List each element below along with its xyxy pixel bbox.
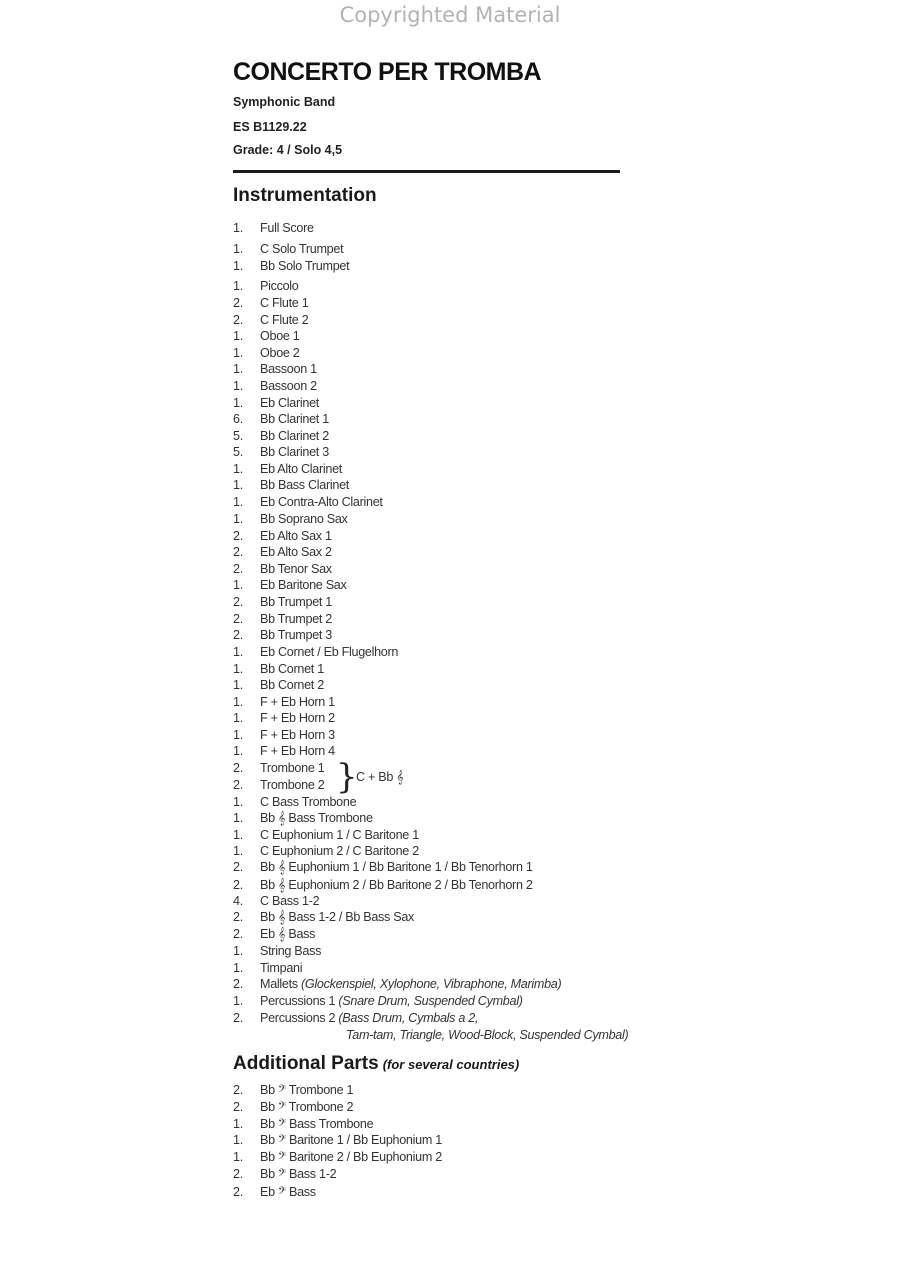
- part-name: [260, 694, 335, 710]
- part-quantity: 2.: [233, 860, 243, 874]
- part-quantity: 2.: [233, 778, 243, 792]
- part-quantity: 2.: [233, 1185, 243, 1199]
- part-name: [260, 345, 300, 361]
- part-name: [260, 1132, 442, 1148]
- part-name: [260, 511, 348, 527]
- part-name-text: Bassoon 2: [260, 379, 317, 393]
- brace-symbol: }: [336, 757, 358, 797]
- part-quantity: 2.: [233, 612, 243, 626]
- part-name: [260, 1010, 478, 1026]
- part-name: [260, 1149, 442, 1165]
- part-name: [260, 544, 332, 560]
- part-name-text: Oboe 2: [260, 346, 300, 360]
- part-quantity: 1.: [233, 645, 243, 659]
- part-name-text: Bb 𝄢 Trombone 2: [260, 1100, 354, 1114]
- part-name-text: F + Eb Horn 1: [260, 695, 335, 709]
- part-name: [260, 258, 349, 274]
- part-name: [260, 328, 300, 344]
- part-quantity: 1.: [233, 346, 243, 360]
- part-name-text: Bb 𝄞 Euphonium 2 / Bb Baritone 2 / Bb Tenorhorn 2: [260, 878, 533, 892]
- part-name: [260, 760, 324, 776]
- part-quantity: 2.: [233, 1100, 243, 1114]
- part-name-text: Bb Trumpet 2: [260, 612, 332, 626]
- part-name: [260, 877, 533, 893]
- part-quantity: 1.: [233, 695, 243, 709]
- part-name-text: Percussions 1: [260, 994, 336, 1008]
- part-quantity: 2.: [233, 878, 243, 892]
- part-name-text: Bb Trumpet 3: [260, 628, 332, 642]
- part-quantity: 6.: [233, 412, 243, 426]
- ensemble-type: Symphonic Band: [233, 95, 336, 109]
- part-quantity: 2.: [233, 562, 243, 576]
- part-name-text: Bb Solo Trumpet: [260, 259, 350, 273]
- part-name: [260, 1116, 373, 1132]
- part-name: [260, 743, 335, 759]
- part-name-text: Bb 𝄢 Bass Trombone: [260, 1117, 374, 1131]
- part-quantity: 1.: [233, 221, 243, 235]
- part-name-text: Bb Clarinet 1: [260, 412, 329, 426]
- part-quantity: 2.: [233, 1011, 243, 1025]
- part-quantity: 1.: [233, 279, 243, 293]
- additional-parts-title: Additional Parts: [233, 1053, 379, 1074]
- part-name-text: Bb Trumpet 1: [260, 595, 332, 609]
- part-name-text: Bb 𝄞 Bass 1-2 / Bb Bass Sax: [260, 910, 415, 924]
- part-name: [260, 827, 419, 843]
- part-name-text: Eb Contra-Alto Clarinet: [260, 495, 383, 509]
- part-quantity: 5.: [233, 445, 243, 459]
- part-detail: (Glockenspiel, Xylophone, Vibraphone, Marimba): [297, 977, 562, 991]
- part-name-text: Bb Tenor Sax: [260, 562, 332, 576]
- part-name: [260, 411, 329, 427]
- page-title: CONCERTO PER TROMBA: [233, 58, 542, 86]
- instrumentation-heading: Instrumentation: [233, 185, 377, 206]
- part-quantity: 1.: [233, 795, 243, 809]
- additional-parts-heading: [233, 1053, 519, 1075]
- part-name-text: Eb Alto Clarinet: [260, 462, 343, 476]
- part-quantity: 2.: [233, 595, 243, 609]
- part-name-text: Oboe 1: [260, 329, 300, 343]
- part-name: [260, 594, 332, 610]
- part-name: [260, 295, 308, 311]
- catalog-number: ES B1129.22: [233, 120, 307, 134]
- part-name-text: C Euphonium 1 / C Baritone 1: [260, 828, 419, 842]
- part-name: [260, 1184, 316, 1200]
- part-name-text: String Bass: [260, 944, 322, 958]
- part-quantity: 1.: [233, 744, 243, 758]
- part-quantity: 1.: [233, 828, 243, 842]
- part-name: [260, 611, 332, 627]
- part-quantity: 2.: [233, 1167, 243, 1181]
- part-quantity: 1.: [233, 495, 243, 509]
- part-quantity: 1.: [233, 1133, 243, 1147]
- part-name: [260, 428, 329, 444]
- part-name-text: Bassoon 1: [260, 362, 317, 376]
- part-name-text: Bb 𝄢 Baritone 2 / Bb Euphonium 2: [260, 1150, 442, 1164]
- part-name: [260, 810, 373, 826]
- part-name-text: C Bass 1-2: [260, 894, 320, 908]
- part-quantity: 2.: [233, 545, 243, 559]
- part-name-text: Trombone 1: [260, 761, 325, 775]
- part-quantity: 1.: [233, 1150, 243, 1164]
- part-name: [260, 727, 335, 743]
- part-name-text: F + Eb Horn 3: [260, 728, 335, 742]
- part-name-text: Bb 𝄞 Euphonium 1 / Bb Baritone 1 / Bb Tenorhorn 1: [260, 860, 533, 874]
- trombone-brace-label: C + Bb 𝄞: [356, 770, 404, 784]
- part-name-text: Bb 𝄢 Trombone 1: [260, 1083, 354, 1097]
- part-quantity: 1.: [233, 478, 243, 492]
- part-name-text: Eb Clarinet: [260, 396, 319, 410]
- part-quantity: 1.: [233, 242, 243, 256]
- part-quantity: 2.: [233, 296, 243, 310]
- part-name-text: Percussions 2: [260, 1011, 336, 1025]
- part-quantity: 1.: [233, 578, 243, 592]
- part-name: [260, 926, 315, 942]
- part-name-text: Full Score: [260, 221, 314, 235]
- part-name-text: Timpani: [260, 961, 303, 975]
- part-quantity: 2.: [233, 1083, 243, 1097]
- part-name-text: Bb 𝄢 Baritone 1 / Bb Euphonium 1: [260, 1133, 442, 1147]
- part-quantity: 2.: [233, 761, 243, 775]
- part-name: [260, 561, 332, 577]
- part-name: [260, 661, 324, 677]
- part-quantity: 1.: [233, 329, 243, 343]
- part-quantity: 2.: [233, 313, 243, 327]
- copyright-watermark: Copyrighted Material: [339, 3, 561, 27]
- part-quantity: 1.: [233, 462, 243, 476]
- part-name: [260, 893, 319, 909]
- part-name: [260, 843, 419, 859]
- part-name: [260, 220, 314, 236]
- part-name: [260, 909, 414, 925]
- part-quantity: 1.: [233, 1117, 243, 1131]
- part-quantity: 1.: [233, 944, 243, 958]
- part-name: [260, 644, 398, 660]
- part-name-text: Bb 𝄢 Bass 1-2: [260, 1167, 337, 1181]
- part-name: [260, 278, 299, 294]
- part-name-text: Bb Clarinet 3: [260, 445, 329, 459]
- part-name: [260, 993, 523, 1009]
- part-quantity: 1.: [233, 396, 243, 410]
- divider-rule: [233, 170, 620, 173]
- part-detail: (Snare Drum, Suspended Cymbal): [335, 994, 523, 1008]
- part-name-text: Eb Alto Sax 1: [260, 529, 332, 543]
- part-name: [260, 378, 317, 394]
- part-quantity: 1.: [233, 662, 243, 676]
- part-quantity: 1.: [233, 844, 243, 858]
- part-name: [260, 627, 332, 643]
- part-quantity: 1.: [233, 994, 243, 1008]
- part-name-text: Eb Alto Sax 2: [260, 545, 332, 559]
- part-quantity: 1.: [233, 259, 243, 273]
- part-quantity: 4.: [233, 894, 243, 908]
- part-name: [260, 677, 324, 693]
- part-name: [260, 976, 561, 992]
- part-name-text: C Euphonium 2 / C Baritone 2: [260, 844, 419, 858]
- part-name: [260, 960, 302, 976]
- part-name: [260, 1166, 336, 1182]
- part-name: [260, 777, 324, 793]
- grade-info: Grade: 4 / Solo 4,5: [233, 143, 343, 157]
- part-quantity: 1.: [233, 811, 243, 825]
- part-quantity: 2.: [233, 628, 243, 642]
- part-name: [260, 710, 335, 726]
- part-name-text: Eb 𝄞 Bass: [260, 927, 316, 941]
- additional-parts-note: (for several countries): [382, 1057, 520, 1072]
- part-name: [260, 395, 319, 411]
- part-name-text: Eb Cornet / Eb Flugelhorn: [260, 645, 399, 659]
- part-quantity: 1.: [233, 961, 243, 975]
- part-name: [260, 943, 321, 959]
- part-name: [260, 241, 343, 257]
- part-name-text: Trombone 2: [260, 778, 325, 792]
- part-quantity: 2.: [233, 977, 243, 991]
- part-name-text: Mallets: [260, 977, 298, 991]
- part-name: [260, 494, 383, 510]
- part-name: [260, 528, 332, 544]
- part-quantity: 2.: [233, 927, 243, 941]
- part-name: [260, 859, 533, 875]
- part-name-text: F + Eb Horn 4: [260, 744, 335, 758]
- part-detail: Tam-tam, Triangle, Wood-Block, Suspended Cymbal): [346, 1028, 629, 1042]
- part-quantity: 1.: [233, 728, 243, 742]
- part-name: [260, 1099, 353, 1115]
- part-quantity: 1.: [233, 678, 243, 692]
- part-quantity: 1.: [233, 362, 243, 376]
- part-quantity: 5.: [233, 429, 243, 443]
- part-name: [260, 477, 349, 493]
- part-name-text: C Bass Trombone: [260, 795, 357, 809]
- part-name-text: Bb Cornet 2: [260, 678, 324, 692]
- part-name-text: F + Eb Horn 2: [260, 711, 335, 725]
- part-name-text: Bb Bass Clarinet: [260, 478, 349, 492]
- part-name: [260, 577, 347, 593]
- part-name-text: C Flute 2: [260, 313, 309, 327]
- part-name-text: Bb Soprano Sax: [260, 512, 348, 526]
- part-quantity: 2.: [233, 529, 243, 543]
- part-name-text: Bb 𝄞 Bass Trombone: [260, 811, 373, 825]
- part-name-text: Bb Clarinet 2: [260, 429, 329, 443]
- part-quantity: 2.: [233, 910, 243, 924]
- part-name-text: C Flute 1: [260, 296, 309, 310]
- part-name-text: C Solo Trumpet: [260, 242, 344, 256]
- part-name-text: Bb Cornet 1: [260, 662, 324, 676]
- part-name: [260, 461, 342, 477]
- part-quantity: 1.: [233, 711, 243, 725]
- part-detail: (Bass Drum, Cymbals a 2,: [335, 1011, 479, 1025]
- part-quantity: 1.: [233, 512, 243, 526]
- part-name: [260, 361, 317, 377]
- part-name-text: Eb 𝄢 Bass: [260, 1185, 316, 1199]
- part-name-text: Piccolo: [260, 279, 299, 293]
- part-name-text: Eb Baritone Sax: [260, 578, 347, 592]
- part-quantity: 1.: [233, 379, 243, 393]
- part-name: [346, 1027, 628, 1043]
- part-name: [260, 312, 308, 328]
- part-name: [260, 444, 329, 460]
- part-name: [260, 1082, 353, 1098]
